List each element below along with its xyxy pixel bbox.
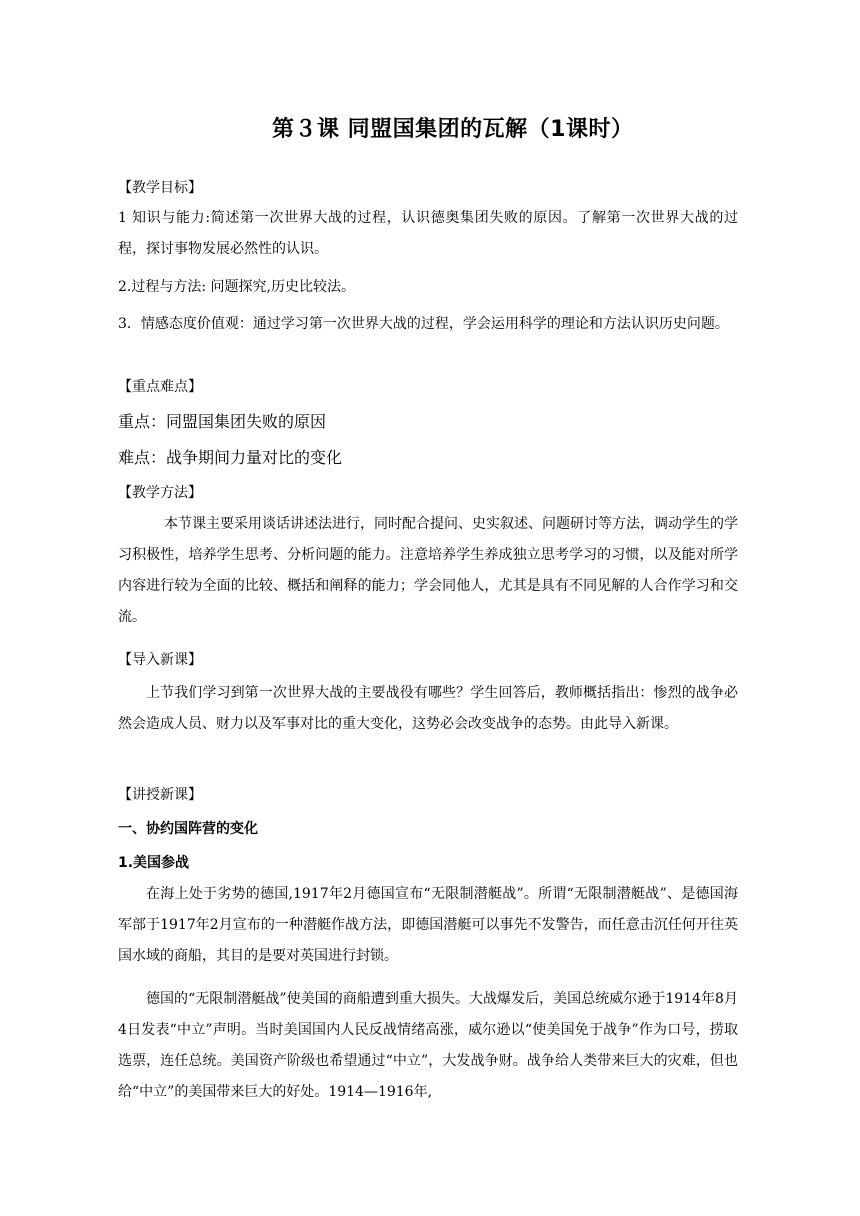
method-heading: 【教学方法】 xyxy=(118,485,202,501)
intro-heading: 【导入新课】 xyxy=(118,652,202,668)
body-paragraph-1: 在海上处于劣势的德国,1917年2月德国宣布“无限制潜艇战”。所谓“无限制潜艇战”、是德国海军部于1917年2月宣布的一种潜艇作战方法，即德国潜艇可以事先不发警告，而任意击沉任何开往英国水域的商船，其目的是要对英国进行封锁。 xyxy=(118,886,738,964)
difficulty-point: 难点：战争期间力量对比的变化 xyxy=(118,448,343,467)
subsection-1-heading: 1.美国参战 xyxy=(118,855,190,871)
section-1-heading: 一、协约国阵营的变化 xyxy=(118,821,258,837)
objective-1: 1 知识与能力:简述第一次世界大战的过程，认识德奥集团失败的原因。了解第一次世界大战的过程，探讨事物发展必然性的认识。 xyxy=(118,210,738,257)
objective-3: 3．情感态度价值观：通过学习第一次世界大战的过程，学会运用科学的理论和方法认识历史问题。 xyxy=(118,316,729,332)
objective-2: 2.过程与方法: 问题探究,历史比较法。 xyxy=(118,279,355,295)
lecture-heading: 【讲授新课】 xyxy=(118,787,202,803)
objectives-heading: 【教学目标】 xyxy=(118,180,202,196)
key-point: 重点：同盟国集团失败的原因 xyxy=(118,412,327,431)
lesson-title: 第３课 同盟国集团的瓦解（1课时） xyxy=(272,117,634,142)
body-paragraph-2: 德国的“无限制潜艇战”使美国的商船遭到重大损失。大战爆发后，美国总统威尔逊于1914年8月4日发表“中立”声明。当时美国国内人民反战情绪高涨，威尔逊以“使美国免于战争”作为口号，捞取选票，连任总统。美国资产阶级也希望通过“中立”，大发战争财。战争给人类带来巨大的灾难，但也给“中立”的美国带来巨大的好处。1914—1916年, xyxy=(118,991,738,1100)
keypoints-heading: 【重点难点】 xyxy=(118,379,202,395)
intro-paragraph: 上节我们学习到第一次世界大战的主要战役有哪些？学生回答后，教师概括指出：惨烈的战争必然会造成人员、财力以及军事对比的重大变化，这势必会改变战争的态势。由此导入新课。 xyxy=(118,685,738,732)
method-paragraph: 本节课主要采用谈话讲述法进行，同时配合提问、史实叙述、问题研讨等方法，调动学生的学习积极性，培养学生思考、分析问题的能力。注意培养学生养成独立思考学习的习惯，以及能对所学内容进行较为全面的比较、概括和阐释的能力；学会同他人，尤其是具有不同见解的人合作学习和交流。 xyxy=(118,516,738,625)
